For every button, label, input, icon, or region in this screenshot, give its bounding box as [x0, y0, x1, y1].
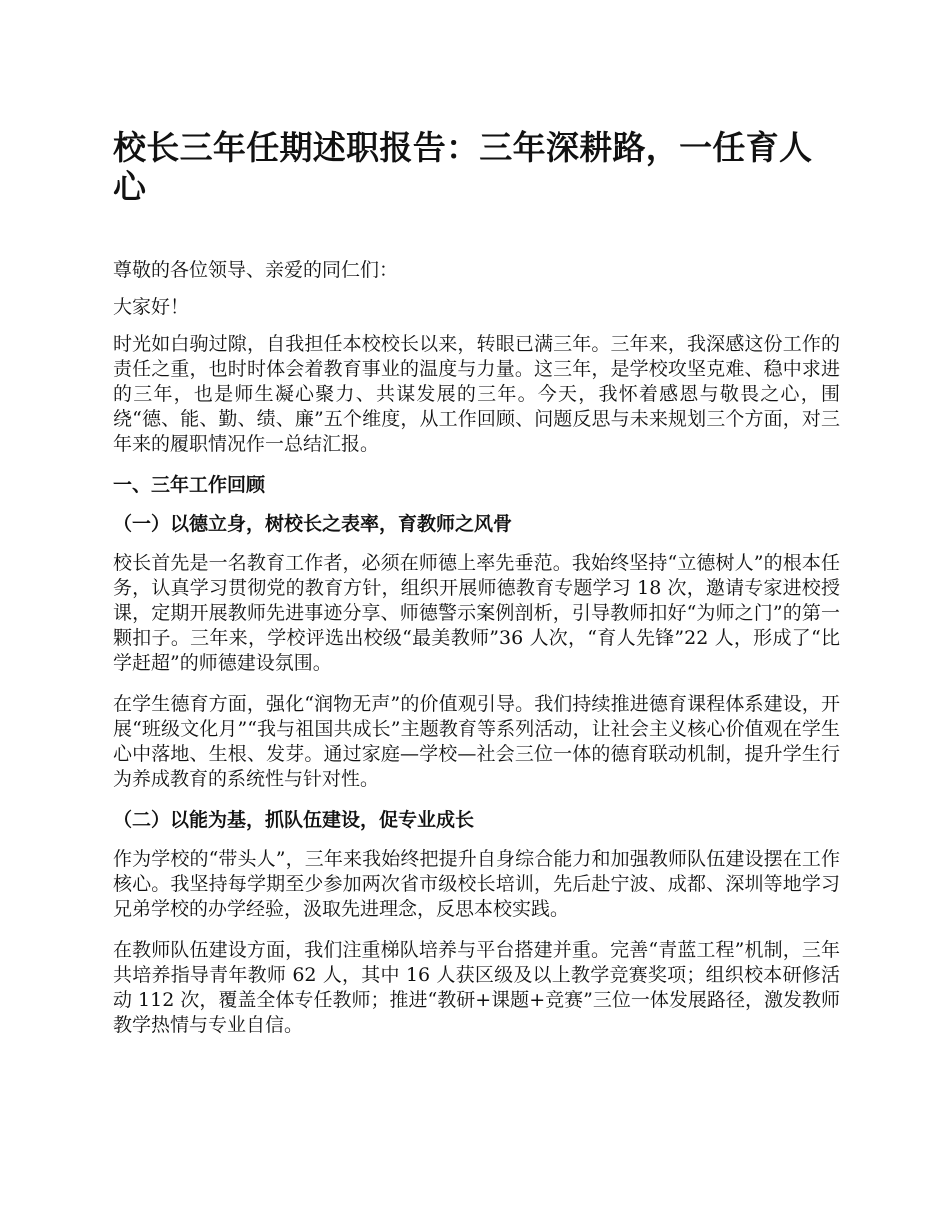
subsection-heading-ability: （二）以能为基，抓队伍建设，促专业成长: [113, 809, 475, 831]
paragraph-teacher-ethics: 校长首先是一名教育工作者，必须在师德上率先垂范。我始终坚持“立德树人”的根本任务，认真学习贯彻党的教育方针，组织开展师德教育专题学习 18 次，邀请专家进校授课，定期开展教师先进事迹分享、师德警示案例剖析，引导教师扣好“为师之门”的第一颗扣子。三年来，学校评选出校级“最美教师”36 人次，“育人先锋”22 人，形成了“比学赶超”的师德建设氛围。: [113, 552, 840, 674]
section-heading-review: 一、三年工作回顾: [113, 474, 266, 496]
paragraph-student-moral-education: 在学生德育方面，强化“润物无声”的价值观引导。我们持续推进德育课程体系建设，开展“班级文化月”“我与祖国共成长”主题教育等系列活动，让社会主义核心价值观在学生心中落地、生根、发芽。通过家庭—学校—社会三位一体的德育联动机制，提升学生行为养成教育的系统性与针对性。: [113, 693, 840, 790]
document-title: 校长三年任期述职报告：三年深耕路，一任育人心: [113, 128, 813, 206]
subsection-heading-morality: （一）以德立身，树校长之表率，育教师之风骨: [113, 513, 513, 535]
intro-paragraph: 时光如白驹过隙，自我担任本校校长以来，转眼已满三年。三年来，我深感这份工作的责任之重，也时时体会着教育事业的温度与力量。这三年，是学校攻坚克难、稳中求进的三年，也是师生凝心聚力、共谋发展的三年。今天，我怀着感恩与敬畏之心，围绕“德、能、勤、绩、廉”五个维度，从工作回顾、问题反思与未来规划三个方面，对三年来的履职情况作一总结汇报。: [113, 333, 840, 455]
paragraph-teacher-team-building: 在教师队伍建设方面，我们注重梯队培养与平台搭建并重。完善“青蓝工程”机制，三年共培养指导青年教师 62 人，其中 16 人获区级及以上教学竞赛奖项；组织校本研修活动 112 次，覆盖全体专任教师；推进“教研+课题+竞赛”三位一体发展路径，激发教师教学热情与专业自信。: [113, 939, 840, 1036]
salutation: 尊敬的各位领导、亲爱的同仁们：: [113, 259, 399, 281]
document-page: [113, 128, 840, 1054]
greeting: 大家好！: [113, 296, 190, 318]
paragraph-leadership-training: 作为学校的“带头人”，三年来我始终把提升自身综合能力和加强教师队伍建设摆在工作核心。我坚持每学期至少参加两次省市级校长培训，先后赴宁波、成都、深圳等地学习兄弟学校的办学经验，汲取先进理念，反思本校实践。: [113, 848, 840, 920]
